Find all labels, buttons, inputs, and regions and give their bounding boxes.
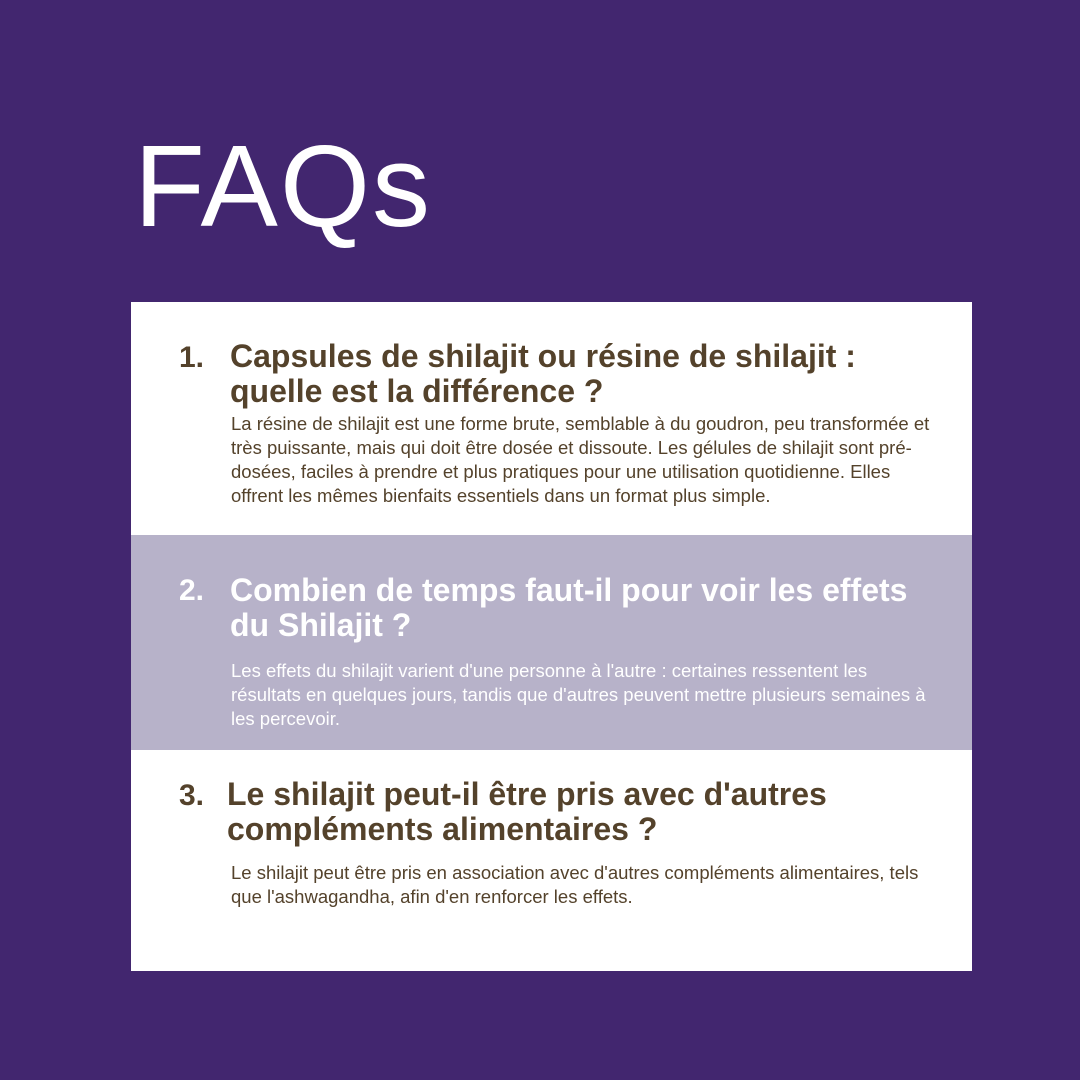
faq-number: 1. xyxy=(179,341,205,374)
faq-answer: La résine de shilajit est une forme brute, semblable à du goudron, peu transformée et très puissante, mais qui doit être dosée et dissoute. Les gélules de shilajit sont pré-dosées, faciles à prendre et plus pratiques pour une utilisation quotidienne. Elles offrent les mêmes bienfaits essentiels dans un format plus simple. xyxy=(231,413,930,506)
faq-question: Capsules de shilajit ou résine de shilajit : quelle est la différence ? xyxy=(230,338,856,409)
faq-item-3 xyxy=(131,750,972,971)
faq-question: Combien de temps faut-il pour voir les effets du Shilajit ? xyxy=(230,572,908,643)
faq-number: 3. xyxy=(179,779,205,812)
faq-card xyxy=(131,302,972,971)
faq-number: 2. xyxy=(179,574,205,607)
faq-item-1 xyxy=(131,302,972,535)
faq-question: Le shilajit peut-il être pris avec d'autres compléments alimentaires ? xyxy=(227,776,827,847)
faq-answer: Le shilajit peut être pris en association avec d'autres compléments alimentaires, tels que l'ashwagandha, afin d'en renforcer les effets. xyxy=(231,862,919,907)
faq-answer: Les effets du shilajit varient d'une personne à l'autre : certaines ressentent les résultats en quelques jours, tandis que d'autres peuvent mettre plusieurs semaines à les percevoir. xyxy=(231,660,926,729)
page-title: FAQs xyxy=(134,121,433,251)
faq-item-2 xyxy=(131,535,972,750)
